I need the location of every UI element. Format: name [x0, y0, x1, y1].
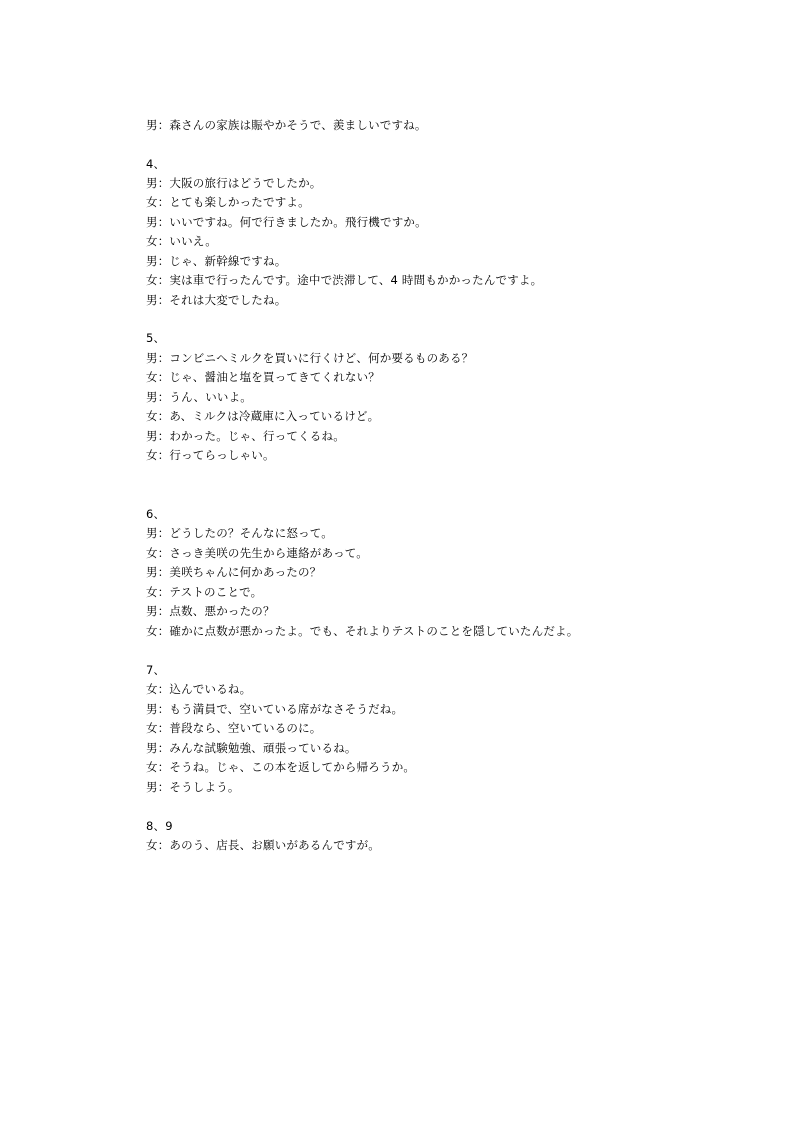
dialogue-line: 女：テストのことで。: [146, 585, 263, 599]
dialogue-line: 男：わかった。じゃ、行ってくるね。: [146, 429, 345, 443]
dialogue-line: 男：森さんの家族は賑やかそうで、羨ましいですね。: [146, 118, 427, 132]
dialogue-line: 男：みんな試験勉強、頑張っているね。: [146, 741, 357, 755]
dialogue-line: 男：美咲ちゃんに何かあったの？: [146, 565, 322, 579]
dialogue-line: 女：さっき美咲の先生から連絡があって。: [146, 546, 368, 560]
section-number: 5、: [146, 331, 166, 345]
dialogue-line: 男：どうしたの？そんなに怒って。: [146, 526, 333, 540]
dialogue-line: 女：あ、ミルクは冷蔵庫に入っているけど。: [146, 409, 380, 423]
dialogue-line: 女：確かに点数が悪かったよ。でも、それよりテストのことを隠していたんだよ。: [146, 624, 579, 638]
dialogue-line: 女：普段なら、空いているのに。: [146, 721, 322, 735]
section-number: 8、9: [146, 819, 173, 833]
dialogue-line: 女：とても楽しかったですよ。: [146, 195, 310, 209]
section-number: 4、: [146, 157, 166, 171]
dialogue-line: 男：コンビニへミルクを買いに行くけど、何か要るものある？: [146, 351, 474, 365]
dialogue-line: 男：いいですね。何で行きましたか。飛行機ですか。: [146, 215, 427, 229]
dialogue-line: 男：もう満員で、空いている席がなさそうだね。: [146, 702, 404, 716]
dialogue-line: 女：行ってらっしゃい。: [146, 448, 275, 462]
dialogue-line: 女：込んでいるね。: [146, 682, 252, 696]
dialogue-line: 女：あのう、店長、お願いがあるんですが。: [146, 838, 380, 852]
dialogue-line: 男：それは大変でしたね。: [146, 293, 287, 307]
dialogue-line: 男：大阪の旅行はどうでしたか。: [146, 176, 322, 190]
dialogue-line: 男：じゃ、新幹線ですね。: [146, 254, 287, 268]
dialogue-line: 女：いいえ。: [146, 234, 217, 248]
dialogue-line: 女：じゃ、醤油と塩を買ってきてくれない？: [146, 370, 380, 384]
section-number: 6、: [146, 507, 166, 521]
section-number: 7、: [146, 663, 166, 677]
dialogue-line: 女：実は車で行ったんです。途中で渋滞して、4 時間もかかったんですよ。: [146, 273, 543, 287]
dialogue-line: 男：うん、いいよ。: [146, 390, 252, 404]
dialogue-line: 女：そうね。じゃ、この本を返してから帰ろうか。: [146, 760, 416, 774]
dialogue-line: 男：点数、悪かったの？: [146, 604, 275, 618]
dialogue-line: 男：そうしよう。: [146, 780, 240, 794]
